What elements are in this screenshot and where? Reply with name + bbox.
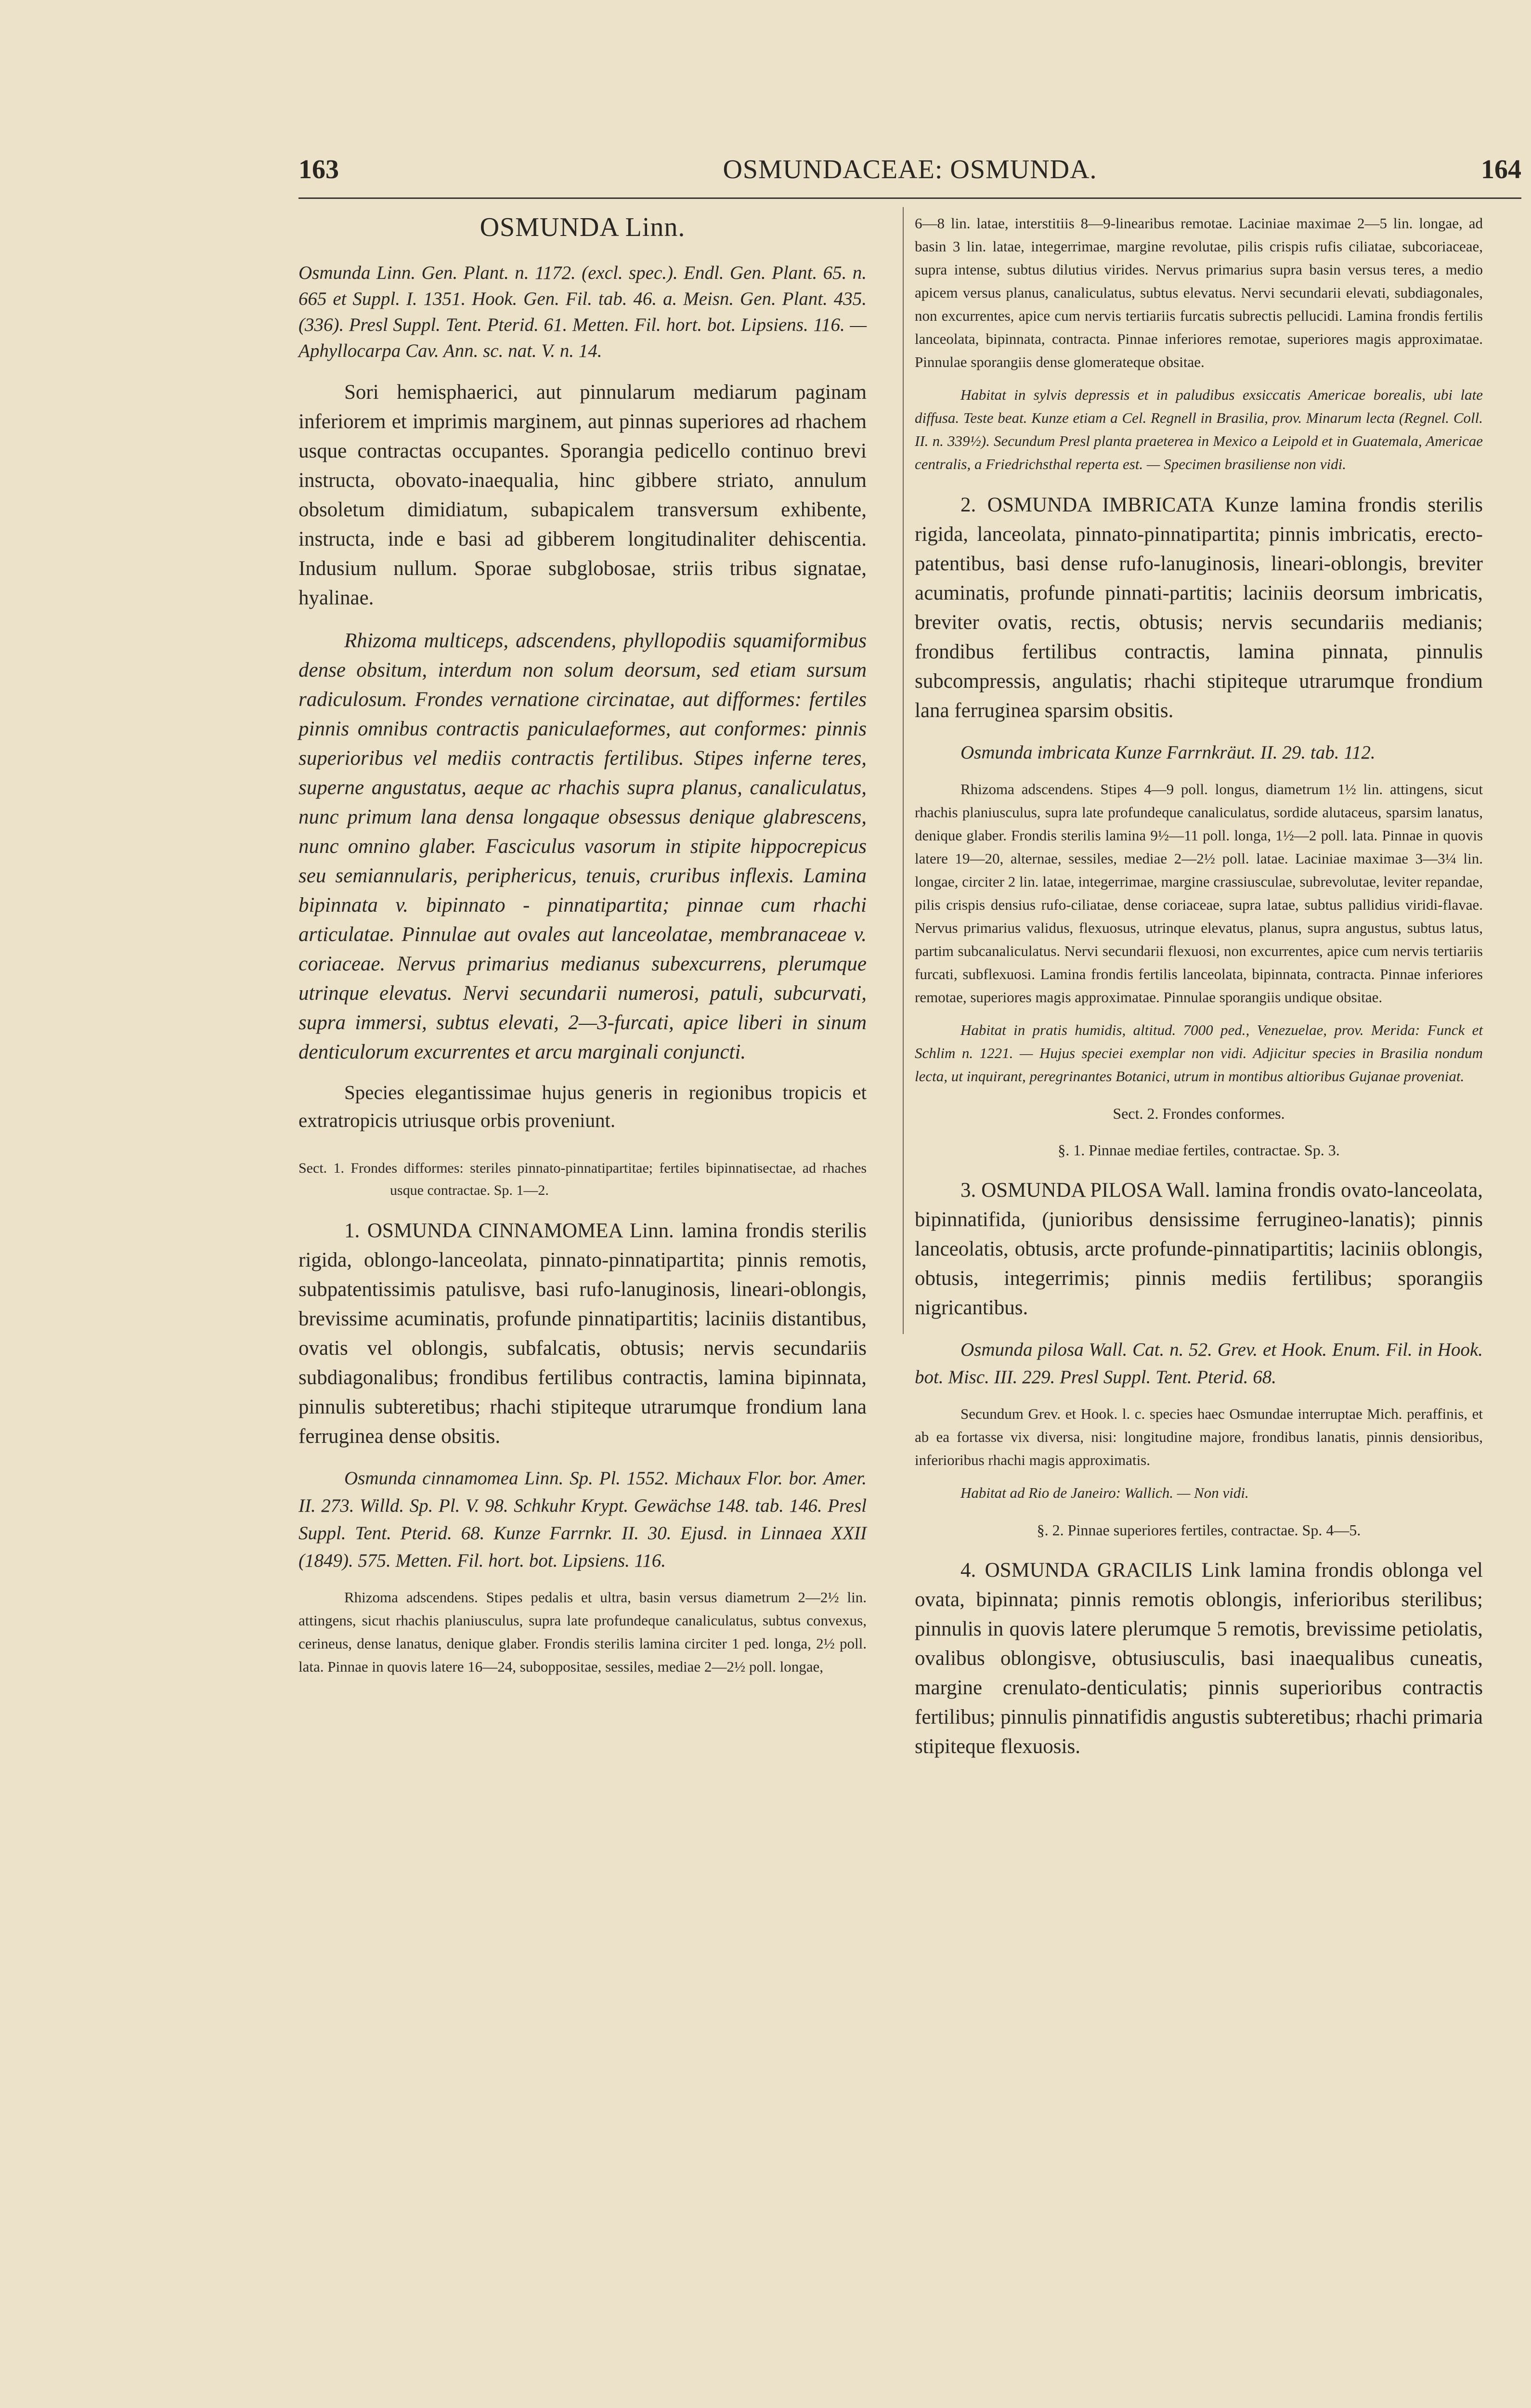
genus-synonymy: Osmunda Linn. Gen. Plant. n. 1172. (excl. spec.). Endl. Gen. Plant. 65. n. 665 et Suppl. I. 1351. Hook. Gen. Fil. tab. 46. a. Meisn. Gen. Plant. 435. (336). Presl Suppl. Tent. Pterid. 61. Metten. Fil. hort. bot. Lipsiens. 116. — Aphyllocarpa Cav. Ann. sc. nat. V. n. 14. — [298, 262, 867, 361]
species-2-description: Rhizoma adscendens. Stipes 4—9 poll. longus, diametrum 1½ lin. attingens, sicut rhachis planiusculus, supra late profundeque canaliculatus, sordide alutaceus, sparsim lanatus, denique glaber. Frondis sterilis lamina 9½—11 poll. longa, 1½—2 poll. lata. Pinnae in quovis latere 19—20, alternae, sessiles, mediae 2—2½ poll. latae. Laciniae maximae 3—3¼ lin. longae, circiter 2 lin. latae, integerrimae, margine crassiusculae, subrevolutae, leviter repandae, pilis crispis densius rufo-ciliatae, dense coriaceae, supra latae, subtus pallidius viridi-flavae. Nervus primarius validus, flexuosus, utrinque elevatus, planus, supra angustus, subtus latus, partim subcanaliculatus. Nervi secundarii flexuosi, non excurrentes, apice cum nervis tertiariis furcati, subflexuosi. Lamina frondis fertilis lanceolata, bipinnata, contracta. Pinnae inferiores remotae, superiores magis approximatae. Pinnulae sporangiis undique obsitae. — [915, 781, 1483, 1006]
species-3-synonymy: Osmunda pilosa Wall. Cat. n. 52. Grev. et Hook. Enum. Fil. in Hook. bot. Misc. III. 229. Presl Suppl. Tent. Pterid. 68. — [915, 1339, 1483, 1387]
header-rule — [298, 197, 1521, 199]
species-4-diagnosis: 4. OSMUNDA GRACILIS Link lamina frondis oblonga vel ovata, bipinnata; pinnis remotis oblongis, inferioribus sterilibus; pinnulis in quovis latere plerumque 5 remotis, brevissime petiolatis, ovalibus oblongisve, obtusiusculis, basi inaequalibus cuneatis, margine crenulato-denticulatis; pinnis superioribus contractis fertilibus; pinnulis pinnatifidis angustis subteretibus; rhachi primaria stipiteque flexuosis. — [915, 1559, 1483, 1758]
column-divider — [903, 207, 904, 1334]
page-header — [298, 154, 1521, 193]
species-1-description: Rhizoma adscendens. Stipes pedalis et ultra, basin versus diametrum 2—2½ lin. attingens, sicut rhachis planiusculus, supra late profundeque canaliculatus, subtus convexus, cerineus, dense lanatus, denique glaber. Frondis sterilis lamina circiter 1 ped. longa, 2½ poll. lata. Pinnae in quovis latere 16—24, suboppositae, sessiles, mediae 2—2½ poll. longae, — [298, 1589, 867, 1675]
running-title: OSMUNDACEAE: OSMUNDA. — [723, 155, 1097, 184]
genus-title: OSMUNDA Linn. — [480, 212, 686, 242]
genus-vegetative: Rhizoma multiceps, adscendens, phyllopodiis squamiformibus dense obsitum, interdum non solum deorsum, sed etiam sursum radiculosum. Frondes vernatione circinatae, aut difformes: fertiles pinnis omnibus contractis paniculaeformes, aut conformes: pinnis superioribus vel mediis contractis fertilibus. Stipes inferne teres, superne angustatus, aeque ac rhachis supra planus, canaliculatus, nunc primum lana densa longaque obsessus denique glabrescens, nunc omnino glaber. Fasciculus vasorum in stipite hippocrepicus seu semiannularis, periphericus, tenuis, cruribus inflexis. Lamina bipinnata v. bipinnato - pinnatipartita; pinnae cum rhachi articulatae. Pinnulae aut ovales aut lanceolatae, membranaceae v. coriaceae. Nervus primarius medianus subexcurrens, plerumque utrinque elevatus. Nervi secundarii numerosi, patuli, subcurvati, supra immersi, subtus elevati, 2—3-furcati, apice liberi in sinum denticulorum excurrentes et arcu marginali conjuncti. — [298, 629, 867, 1063]
species-2-habitat: Habitat in pratis humidis, altitud. 7000 ped., Venezuelae, prov. Merida: Funck et Schlim n. 1221. — Hujus speciei exemplar non vidi. Adjicitur species in Brasilia nondum lecta, ut inquirant, peregrinantes Botanici, utrum in montibus altioribus Gujanae proveniat. — [915, 1021, 1483, 1085]
left-column — [298, 212, 867, 1678]
species-3-diagnosis: 3. OSMUNDA PILOSA Wall. lamina frondis ovato-lanceolata, bipinnatifida, (junioribus densissime ferrugineo-lanatis); pinnis lanceolatis, obtusis, arcte profunde-pinnatipartitis; laciniis oblongis, obtusis, integerrimis; pinnis mediis fertilibus; sporangiis nigricantibus. — [915, 1179, 1483, 1319]
genus-description: Sori hemisphaerici, aut pinnularum mediarum paginam inferiorem et imprimis marginem, aut pinnas superiores ad rhachem usque contractas occupantes. Sporangia pedicello continuo brevi instructa, obovato-inaequalia, hinc gibbere striato, annulum obsoletum dimidiatum, subapicalem transversum exhibente, instructa, inde e basi ad gibberem longitudinaliter dehiscentia. Indusium nullum. Sporae subglobosae, striis tribus signatae, hyalinae. — [298, 381, 867, 609]
species-1-habitat: Habitat in sylvis depressis et in paludibus exsiccatis Americae borealis, ubi late diffusa. Teste beat. Kunze etiam a Cel. Regnell in Brasilia, prov. Minarum lecta (Regnel. Coll. II. n. 339½). Secundum Presl planta praeterea in Mexico a Leipold et in Guatemala, Americae centralis, a Friedrichsthal reperta est. — Specimen brasiliense non vidi. — [915, 386, 1483, 472]
section-heading-1: Sect. 1. Frondes difformes: steriles pinnato-pinnatipartitae; fertiles bipinnatisectae, ad rhaches usque contractae. Sp. 1—2. — [298, 1160, 867, 1198]
page-number-right: 164 — [1481, 155, 1521, 184]
species-1-description-continued: 6—8 lin. latae, interstitiis 8—9-linearibus remotae. Laciniae maximae 2—5 lin. longae, ad basin 3 lin. latae, integerrimae, margine revolutae, pilis crispis rufis ciliatae, subcoriaceae, supra intense, subtus dilutius virides. Nervus primarius supra basin versus teres, a medio apicem versus planus, canaliculatus, subtus elevatus. Nervi secundarii elevati, subdiagonales, non excurrentes, apice cum nervis tertiariis furcatis subrectis pellucidi. Lamina frondis fertilis lanceolata, bipinnata, contracta. Pinnae inferiores remotae, superiores magis approximatae. Pinnulae sporangiis dense glomerateque obsitae. — [915, 215, 1483, 370]
right-column — [915, 212, 1483, 1761]
genus-note: Species elegantissimae hujus generis in regionibus tropicis et extratropicis utriusque orbis proveniunt. — [298, 1081, 867, 1131]
species-2-diagnosis: 2. OSMUNDA IMBRICATA Kunze lamina frondis sterilis rigida, lanceolata, pinnato-pinnatipartita; pinnis imbricatis, erecto-patentibus, basi dense rufo-lanuginosis, lineari-oblongis, breviter acuminatis, profunde pinnati-partitis; laciniis deorsum imbricatis, breviter ovatis, rectis, obtusis; nervis secundariis medianis; frondibus fertilibus contractis, lamina pinnata, pinnulis subcompressis, angulatis; rhachi stipiteque utrarumque frondium lana ferruginea sparsim obsitis. — [915, 494, 1483, 722]
species-1-diagnosis: 1. OSMUNDA CINNAMOMEA Linn. lamina frondis sterilis rigida, oblongo-lanceolata, pinnato-pinnatipartita; pinnis remotis, subpatentissimis patulisve, basi rufo-lanuginosis, lineari-oblongis, brevissime acuminatis, profunde pinnatipartitis; laciniis distantibus, ovatis vel oblongis, subfalcatis, obtusis; nervis secundariis subdiagonalibus; frondibus fertilibus contractis, lamina bipinnata, pinnulis subteretibus; rhachi stipiteque utrarumque frondium lana ferruginea dense obsitis. — [298, 1219, 867, 1448]
section-heading-2: Sect. 2. Frondes conformes. — [1113, 1105, 1285, 1122]
species-3-note: Secundum Grev. et Hook. l. c. species haec Osmundae interruptae Mich. peraffinis, et ab ea fortasse vix diversa, nisi: longitudine majore, frondibus lanatis, pinnis densioribus, inferioribus rhachi magis approximatis. — [915, 1405, 1483, 1468]
species-1-synonymy: Osmunda cinnamomea Linn. Sp. Pl. 1552. Michaux Flor. bor. Amer. II. 273. Willd. Sp. Pl. V. 98. Schkuhr Krypt. Gewächse 148. tab. 146. Presl Suppl. Tent. Pterid. 68. Kunze Farrnkr. II. 30. Ejusd. in Linnaea XXII (1849). 575. Metten. Fil. hort. bot. Lipsiens. 116. — [298, 1468, 867, 1571]
subsection-heading-1: §. 1. Pinnae mediae fertiles, contractae. Sp. 3. — [1058, 1141, 1340, 1159]
species-2-synonymy: Osmunda imbricata Kunze Farrnkräut. II. 29. tab. 112. — [960, 742, 1375, 763]
species-3-habitat: Habitat ad Rio de Janeiro: Wallich. — Non vidi. — [960, 1484, 1249, 1501]
subsection-heading-2: §. 2. Pinnae superiores fertiles, contractae. Sp. 4—5. — [1037, 1521, 1361, 1539]
page-number-left: 163 — [298, 155, 339, 184]
